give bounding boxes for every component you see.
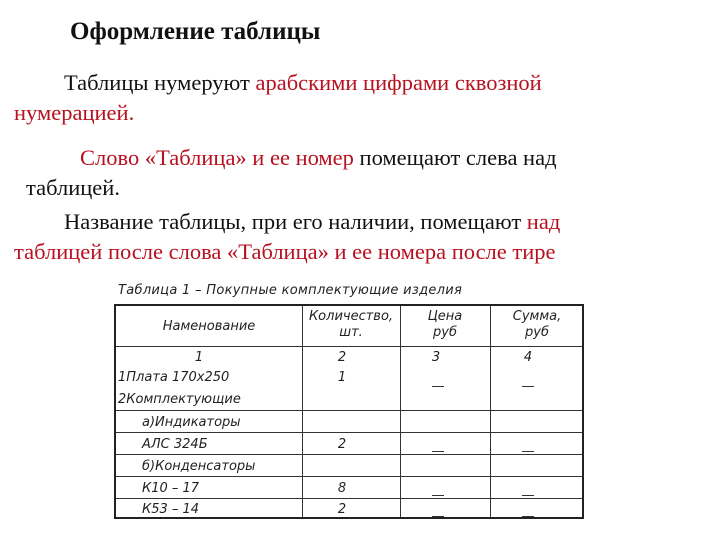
text-highlight: над xyxy=(526,209,561,234)
row-divider xyxy=(116,410,582,411)
table-row-qty: 2 xyxy=(337,502,347,517)
dash-mark xyxy=(432,495,444,496)
row-divider xyxy=(116,476,582,477)
table-row-qty: 1 xyxy=(337,370,347,385)
paragraph-1-line-1 xyxy=(64,68,542,98)
example-table xyxy=(114,304,584,519)
header-name: Наменование xyxy=(162,319,256,334)
column-number-3: 3 xyxy=(431,350,441,365)
dash-mark xyxy=(522,386,534,387)
text-highlight: нумерацией. xyxy=(14,100,135,125)
dash-mark xyxy=(522,516,534,517)
text-plain: Название таблицы, при его наличии, помещают xyxy=(64,209,527,234)
table-row-name: К10 – 17 xyxy=(142,481,200,496)
header-sum-line2: руб xyxy=(525,325,549,340)
table-row-name: 1Плата 170х250 xyxy=(118,370,230,385)
dash-mark xyxy=(432,451,444,452)
row-divider xyxy=(116,454,582,455)
text-plain: Таблицы нумеруют xyxy=(64,70,256,95)
text-plain: помещают слева над xyxy=(353,145,557,170)
table-row-name: К53 – 14 xyxy=(142,502,200,517)
column-number-2: 2 xyxy=(337,350,347,365)
paragraph-2-line-1 xyxy=(80,143,557,173)
table-row-name: а)Индикаторы xyxy=(142,415,241,430)
header-price-line1: Цена xyxy=(427,309,463,324)
table-row-name: б)Конденсаторы xyxy=(142,459,256,474)
row-divider xyxy=(116,346,582,347)
slide-title: Оформление таблицы xyxy=(70,18,321,45)
table-row-qty: 2 xyxy=(337,437,347,452)
column-number-4: 4 xyxy=(523,350,533,365)
text-highlight: таблицей после слова «Таблица» и ее номера после тире xyxy=(14,239,556,264)
paragraph-1-line-2 xyxy=(14,98,134,128)
table-caption: Таблица 1 – Покупные комплектующие изделия xyxy=(118,283,463,298)
header-price-line2: руб xyxy=(433,325,457,340)
header-sum-line1: Сумма, xyxy=(512,309,562,324)
dash-mark xyxy=(522,451,534,452)
text-highlight: Слово «Таблица» и ее номер xyxy=(80,145,354,170)
dash-mark xyxy=(432,516,444,517)
column-number-1: 1 xyxy=(194,350,204,365)
dash-mark xyxy=(432,386,444,387)
text-highlight: арабскими цифрами сквозной xyxy=(255,70,542,95)
table-row-name: АЛС 324Б xyxy=(142,437,208,452)
header-qty-line1: Количество, xyxy=(308,309,394,324)
text-plain: таблицей. xyxy=(26,175,120,200)
row-divider xyxy=(116,498,582,499)
paragraph-3-line-1 xyxy=(64,207,560,237)
table-row-qty: 8 xyxy=(337,481,347,496)
dash-mark xyxy=(522,495,534,496)
paragraph-3-line-2 xyxy=(14,237,556,267)
table-row-name: 2Комплектующие xyxy=(118,392,241,407)
row-divider xyxy=(116,432,582,433)
header-qty-line2: шт. xyxy=(339,325,363,340)
paragraph-2-line-2 xyxy=(26,173,120,203)
